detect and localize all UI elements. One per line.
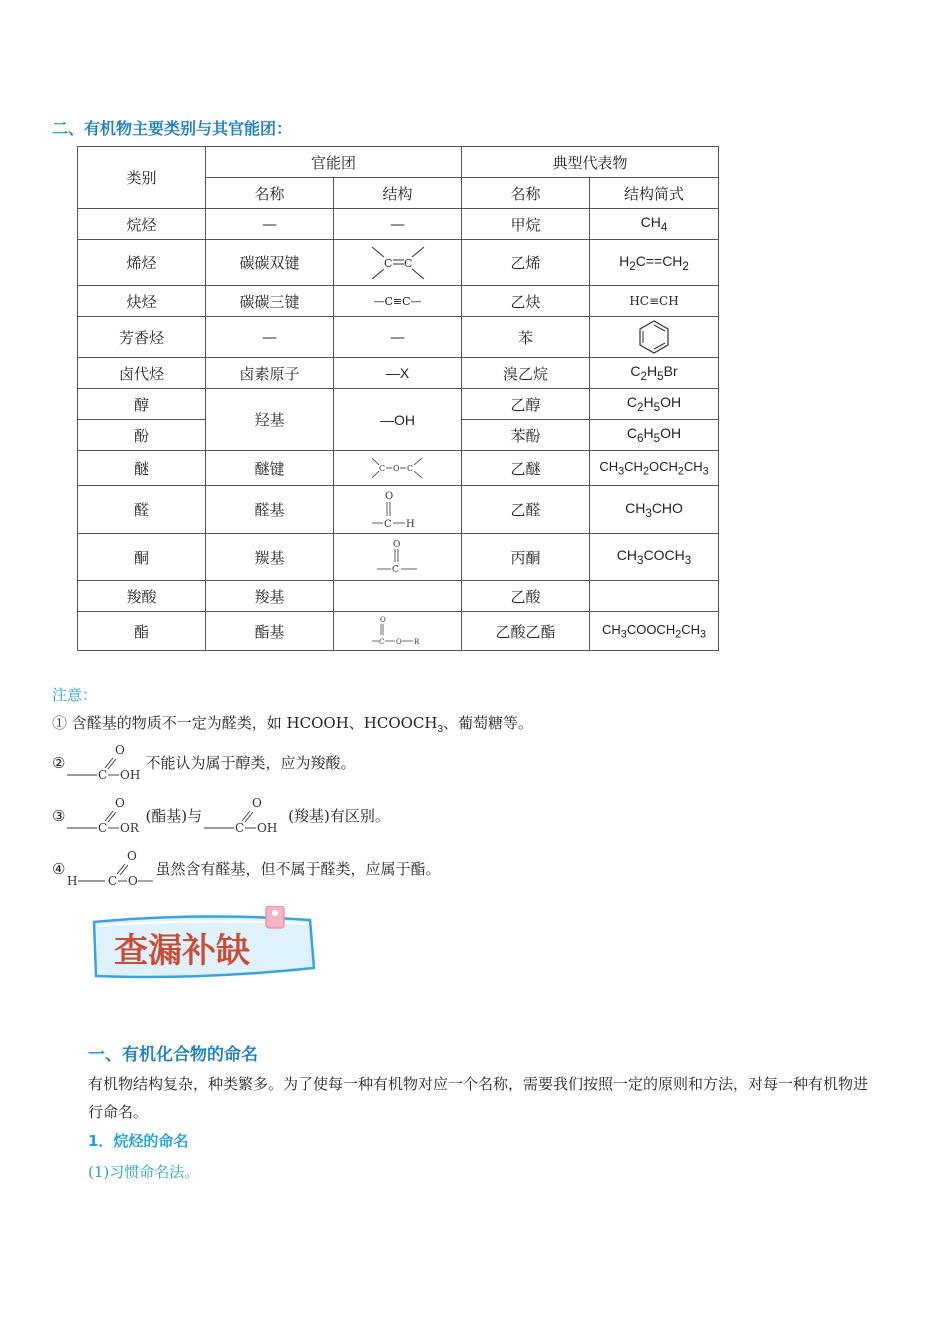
table-row [78,358,719,389]
cell-rep-name: 乙酸 [462,581,590,612]
cell-category: 酯 [78,612,206,651]
cell-fg-name: — [206,209,334,240]
svg-text:R: R [413,638,419,646]
note-3-end: (羧基)有区别。 [288,807,390,825]
svg-text:O: O [252,796,263,810]
cell-category: 羧酸 [78,581,206,612]
cell-rep-name: 甲烷 [462,209,590,240]
table-row [78,612,719,651]
header-fg-structure: 结构 [334,178,462,209]
svg-text:H: H [67,874,78,888]
svg-text:O: O [395,638,402,646]
note-1: ① 含醛基的物质不一定为醛类，如 HCOOH、$HCOOCH_3$、葡萄糖等。 [52,714,534,735]
cell-fg-name: 卤素原子 [206,358,334,389]
cell-category: 卤代烃 [78,358,206,389]
cell-fg-structure: — [334,209,462,240]
svg-text:O: O [115,796,126,810]
aldehyde-group-structure [370,489,426,531]
svg-text:C: C [383,518,392,530]
cell-category: 酮 [78,534,206,581]
table-row [78,451,719,486]
svg-text:C: C [98,768,108,782]
section-title: 二、有机物主要类别与其官能团： [52,119,293,138]
cell-category: 酚 [78,420,206,451]
table-row [78,581,719,612]
svg-text:O: O [379,616,386,624]
cell-fg-structure [334,451,462,486]
cell-category: 炔烃 [78,286,206,317]
table-row [78,286,719,317]
svg-text:C: C [108,874,118,888]
clip-icon [266,906,284,928]
header-functional-group: 官能团 [206,147,462,178]
ether-bond-structure [370,455,426,481]
functional-group-table [77,146,719,651]
notes-title: 注意： [52,686,98,704]
cell-rep-formula: $CH_4$ [590,209,719,240]
cell-rep-name: 乙炔 [462,286,590,317]
svg-text:C: C [235,821,245,835]
note-2-prefix: ② [52,754,66,772]
header-fg-name: 名称 [206,178,334,209]
cell-rep-name: 苯 [462,317,590,358]
banner-text: 查漏补缺 [114,931,250,971]
cell-rep-formula: $C_6H_5OH$ [590,420,719,451]
ester-structure-note [65,795,145,839]
cell-fg-structure: —C≡C— [334,286,462,317]
header-rep-name: 名称 [462,178,590,209]
carboxyl-structure-note [202,795,288,839]
section-heading-naming: 一、有机化合物的命名 [88,1045,258,1065]
cell-fg-name: — [206,317,334,358]
header-rep-formula: 结构简式 [590,178,719,209]
table-row [78,240,719,286]
cell-category: 烷烃 [78,209,206,240]
cell-rep-name: 乙醚 [462,451,590,486]
cell-fg-name: 羟基 [206,389,334,451]
cell-rep-formula: $CH_3CH_2OCH_2CH_3$ [590,451,719,486]
svg-text:C: C [378,464,385,473]
svg-text:OH: OH [120,768,141,782]
cell-fg-structure [334,486,462,534]
carboxyl-structure [65,742,145,786]
cell-fg-structure [334,240,462,286]
note-1-text-end: 、葡萄糖等。 [443,714,534,732]
cell-rep-name: 乙烯 [462,240,590,286]
cell-fg-name: 碳碳三键 [206,286,334,317]
cell-rep-name: 乙酸乙酯 [462,612,590,651]
note-3 [52,795,390,839]
table-row [78,317,719,358]
note-3-mid: (酯基)与 [145,807,203,825]
cell-fg-name: 醛基 [206,486,334,534]
cell-fg-structure: —X [334,358,462,389]
cell-rep-formula: $CH_3COOCH_2CH_3$ [590,612,719,651]
cell-rep-formula: $C_2H_5OH$ [590,389,719,420]
ester-group-structure [371,614,425,648]
formate-structure [65,848,155,892]
note-1-text: ① 含醛基的物质不一定为醛类，如 HCOOH、HCOOCH [52,714,438,732]
cell-fg-structure: — [334,317,462,358]
table-row [78,486,719,534]
note-3-prefix: ③ [52,807,66,825]
svg-text:OR: OR [120,821,140,835]
cell-fg-structure: —OH [334,389,462,451]
alkene-double-bond-structure [368,243,428,283]
subheading-alkane-naming: 1．烷烃的命名 [88,1132,189,1150]
cell-rep-name: 溴乙烷 [462,358,590,389]
cell-rep-formula: $CH_3CHO$ [590,486,719,534]
svg-text:O: O [128,874,139,888]
cell-rep-formula [590,581,719,612]
banner-background [88,906,320,988]
note-2 [52,742,355,786]
note-2-text: 不能认为属于醇类，应为羧酸。 [145,754,356,772]
svg-text:C: C [383,256,392,270]
cell-category: 烯烃 [78,240,206,286]
carbonyl-group-structure [375,537,421,577]
svg-text:C: C [406,464,413,473]
note-4 [52,848,440,892]
svg-text:C: C [98,821,108,835]
svg-text:O: O [127,849,138,863]
svg-text:O: O [384,490,393,502]
note-4-prefix: ④ [52,860,66,878]
cell-fg-structure [334,581,462,612]
cell-rep-formula: $H_2C==CH_2$ [590,240,719,286]
subheading-common-naming: (1)习惯命名法。 [88,1163,200,1181]
svg-text:O: O [392,464,400,473]
cell-category: 醇 [78,389,206,420]
table-row [78,209,719,240]
cell-rep-formula: HC≡CH [590,286,719,317]
cell-rep-name: 乙醇 [462,389,590,420]
header-category: 类别 [78,147,206,209]
cell-rep-formula: $C_2H_5Br$ [590,358,719,389]
svg-text:O: O [115,743,126,757]
note-4-text: 虽然含有醛基，但不属于醛类，应属于酯。 [155,860,441,878]
intro-paragraph: 有机物结构复杂，种类繁多。为了使每一种有机物对应一个名称，需要我们按照一定的原则和方法，对每一种有机物进行命名。 [88,1075,869,1121]
svg-text:C: C [378,638,384,646]
cell-fg-name: 碳碳双键 [206,240,334,286]
svg-text:C: C [391,565,399,575]
svg-text:H: H [405,518,415,530]
cell-fg-name: 羰基 [206,534,334,581]
cell-rep-formula [590,317,719,358]
svg-text:C: C [403,256,412,270]
cell-category: 醛 [78,486,206,534]
cell-rep-name: 丙酮 [462,534,590,581]
banner [88,906,320,992]
cell-fg-name: 酯基 [206,612,334,651]
cell-category: 芳香烃 [78,317,206,358]
table-row [78,389,719,420]
cell-fg-structure [334,534,462,581]
cell-category: 醚 [78,451,206,486]
cell-fg-name: 醚键 [206,451,334,486]
cell-fg-name: 羧基 [206,581,334,612]
benzene-ring-icon [637,319,671,355]
header-representative: 典型代表物 [462,147,719,178]
cell-fg-structure [334,612,462,651]
cell-rep-name: 苯酚 [462,420,590,451]
svg-text:OH: OH [257,821,278,835]
cell-rep-name: 乙醛 [462,486,590,534]
cell-rep-formula: $CH_3COCH_3$ [590,534,719,581]
svg-text:O: O [392,540,400,550]
table-row [78,534,719,581]
